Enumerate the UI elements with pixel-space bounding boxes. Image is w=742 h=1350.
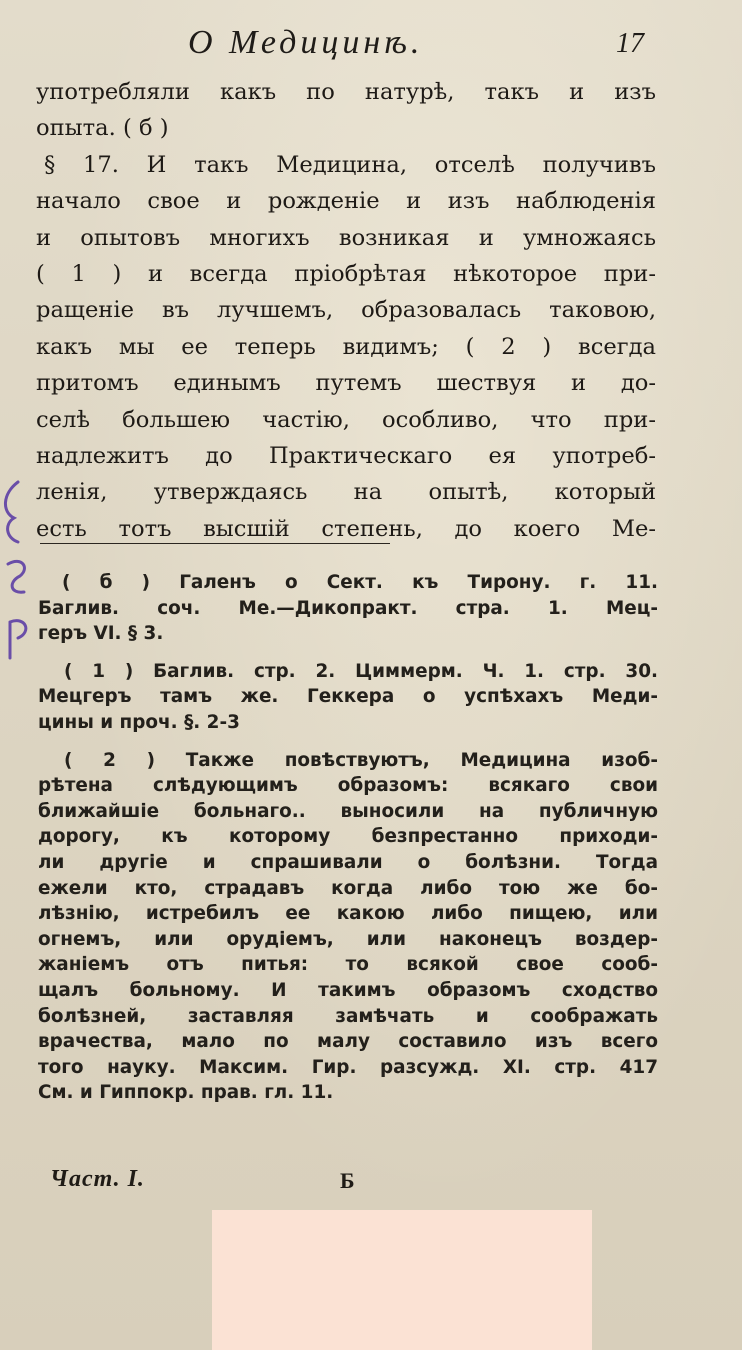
signature-label: Част. I. <box>50 1166 145 1192</box>
footnote-line: жаніемъ отъ питья: то всякой свое сооб- <box>38 954 658 976</box>
running-title: О Медицинѣ. <box>188 24 424 61</box>
footnote-line: врачества, мало по малу составило изъ всего <box>38 1031 658 1053</box>
footnote-line: Баглив. соч. Ме.—Дикопракт. стра. 1. Мец- <box>38 597 658 619</box>
footnote-line: ближайшіе больнаго.. выносили на публичную <box>38 800 658 822</box>
text-line: употребляли какъ по натурѣ, такъ и изъ <box>36 79 656 105</box>
text-line: селѣ большею частію, особливо, что при- <box>36 406 656 433</box>
footnote <box>38 570 658 647</box>
text-line: какъ мы ее теперь видимъ; ( 2 ) всегда <box>36 333 656 360</box>
redaction-box <box>212 1210 592 1350</box>
text-line: ращеніе въ лучшемъ, образовалась таковою, <box>36 297 656 324</box>
footnote-line: геръ VI. § 3. <box>38 623 164 645</box>
text-line: опыта. ( б ) <box>36 115 169 142</box>
text-line: притомъ единымъ путемъ шествуя и до- <box>36 370 656 397</box>
footnote-line: цины и проч. §. 2-3 <box>38 711 240 733</box>
footnote-line: ежели кто, страдавъ когда либо тою же бо- <box>38 877 658 899</box>
main-text <box>36 74 656 547</box>
margin-ink-marks <box>0 472 40 672</box>
footnote-line: Мецгеръ тамъ же. Геккера о успѣхахъ Меди- <box>38 686 658 708</box>
text-line: § 17. И такъ Медицина, отселѣ получивъ <box>44 151 656 178</box>
footnote-line: ( б ) Галенъ о Сект. къ Тирону. г. 11. <box>62 572 658 593</box>
footnote-line: ( 2 ) Также повѣствуютъ, Медицина изоб- <box>64 749 658 771</box>
footnote-divider <box>40 543 390 544</box>
page-header <box>0 18 742 64</box>
page-number: 17 <box>616 28 644 59</box>
footnotes <box>38 570 658 1118</box>
text-line: и опытовъ многихъ возникая и умножаясь <box>36 224 656 251</box>
footnote-line: щалъ больному. И такимъ образомъ сходство <box>38 979 658 1001</box>
footnote <box>38 659 658 736</box>
signature-mark: Б <box>340 1168 355 1193</box>
footnote-line: ли другіе и спрашивали о болѣзни. Тогда <box>38 851 658 873</box>
footnote-line: лѣзнію, истребилъ ее какою либо пищею, или <box>38 903 658 925</box>
footnote <box>38 748 658 1106</box>
footnote-line: того науку. Максим. Гир. разсужд. XI. стр. 417 <box>38 1056 658 1078</box>
footnote-line: огнемъ, или орудіемъ, или наконецъ воздер- <box>38 928 658 950</box>
text-line: ( 1 ) и всегда пріобрѣтая нѣкоторое при- <box>36 261 656 288</box>
page-footer <box>0 1162 742 1202</box>
text-line: ленія, утверждаясь на опытѣ, который <box>36 479 656 506</box>
text-line: надлежитъ до Практическаго ея употреб- <box>36 443 656 470</box>
footnote-line: болѣзней, заставляя замѣчать и соображать <box>38 1005 658 1027</box>
text-line: есть тотъ высшій степень, до коего Ме- <box>36 515 656 542</box>
footnote-line: ( 1 ) Баглив. стр. 2. Циммерм. Ч. 1. стр. 30. <box>64 660 658 682</box>
footnote-line: См. и Гиппокр. прав. гл. 11. <box>38 1082 334 1104</box>
text-line: начало свое и рожденіе и изъ наблюденія <box>36 188 656 215</box>
footnote-line: рѣтена слѣдующимъ образомъ: всякаго свои <box>38 775 658 797</box>
footnote-line: дорогу, къ которому безпрестанно приходи- <box>38 826 658 848</box>
